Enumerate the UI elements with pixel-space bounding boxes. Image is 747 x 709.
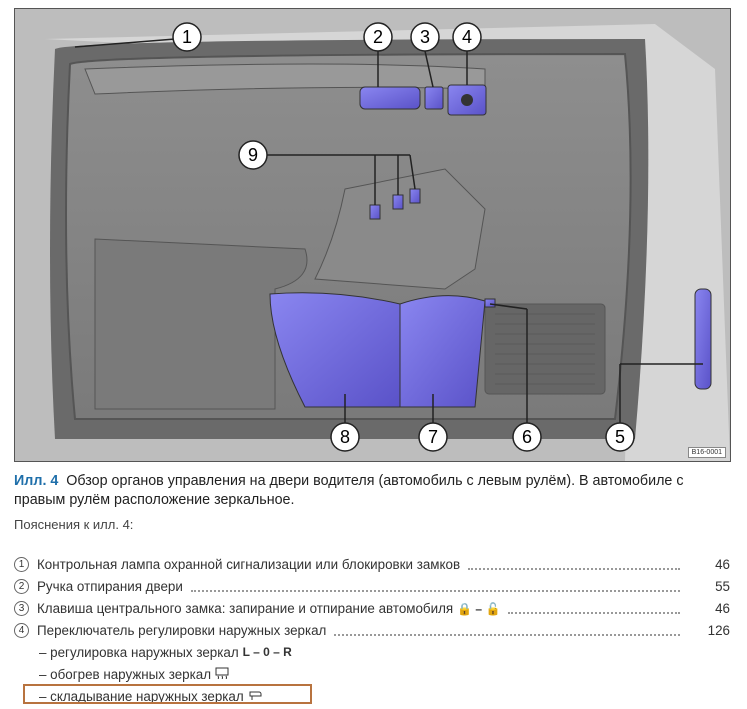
item-label xyxy=(37,601,506,616)
callout-2: 2 xyxy=(372,27,384,47)
leader-dots xyxy=(508,602,680,614)
list-item xyxy=(14,619,730,641)
callout-5: 5 xyxy=(614,427,626,447)
item-text: Клавиша центрального замка: запирание и отпирание автомобиля xyxy=(37,600,454,616)
sub-item xyxy=(14,641,730,663)
mirror-adjust-icon: L – 0 – R xyxy=(242,645,292,659)
door-illustration xyxy=(14,8,731,462)
callout-4: 4 xyxy=(461,27,473,47)
figure-label: Илл. 4 xyxy=(14,473,59,489)
leader-dots xyxy=(468,558,680,570)
item-number: 1 xyxy=(14,557,29,572)
callout-6: 6 xyxy=(521,427,533,447)
item-label: Контрольная лампа охранной сигнализации или блокировки замков xyxy=(37,557,466,572)
callout-7: 7 xyxy=(427,427,439,447)
highlight-box xyxy=(23,684,312,704)
door-drawing xyxy=(15,9,730,461)
list-item xyxy=(14,553,730,575)
callout-9: 9 xyxy=(247,145,259,165)
list-item xyxy=(14,575,730,597)
page-link[interactable]: 126 xyxy=(707,622,730,638)
explanations-heading: Пояснения к илл. 4: xyxy=(14,517,134,532)
figure-code: B16-0001 xyxy=(688,447,726,458)
sub-item-label: – складывание наружных зеркал xyxy=(39,688,244,704)
list-item xyxy=(14,597,730,619)
item-number: 4 xyxy=(14,623,29,638)
lock-unlock-icon: 🔒 – 🔓 xyxy=(457,601,501,616)
page-link[interactable]: 46 xyxy=(715,600,730,616)
leader-dots xyxy=(191,580,680,592)
item-number: 3 xyxy=(14,601,29,616)
sub-item xyxy=(14,663,730,685)
sub-item-label: – регулировка наружных зеркал xyxy=(39,644,239,660)
caption-text: Обзор органов управления на двери водителя (автомобиль с левым рулём). В автомобиле с правым рулём расположение зеркальное. xyxy=(14,473,684,508)
figure-caption xyxy=(14,472,730,510)
leader-dots xyxy=(334,624,680,636)
callout-8: 8 xyxy=(339,427,351,447)
callout-1: 1 xyxy=(181,27,193,47)
page-link[interactable]: 46 xyxy=(715,556,730,572)
item-label: Ручка отпирания двери xyxy=(37,579,189,594)
callout-3: 3 xyxy=(419,27,431,47)
item-label: Переключатель регулировки наружных зеркал xyxy=(37,623,332,638)
sub-item-label: – обогрев наружных зеркал xyxy=(39,666,212,682)
page-link[interactable]: 55 xyxy=(715,578,730,594)
mirror-heat-icon xyxy=(215,667,229,682)
item-number: 2 xyxy=(14,579,29,594)
